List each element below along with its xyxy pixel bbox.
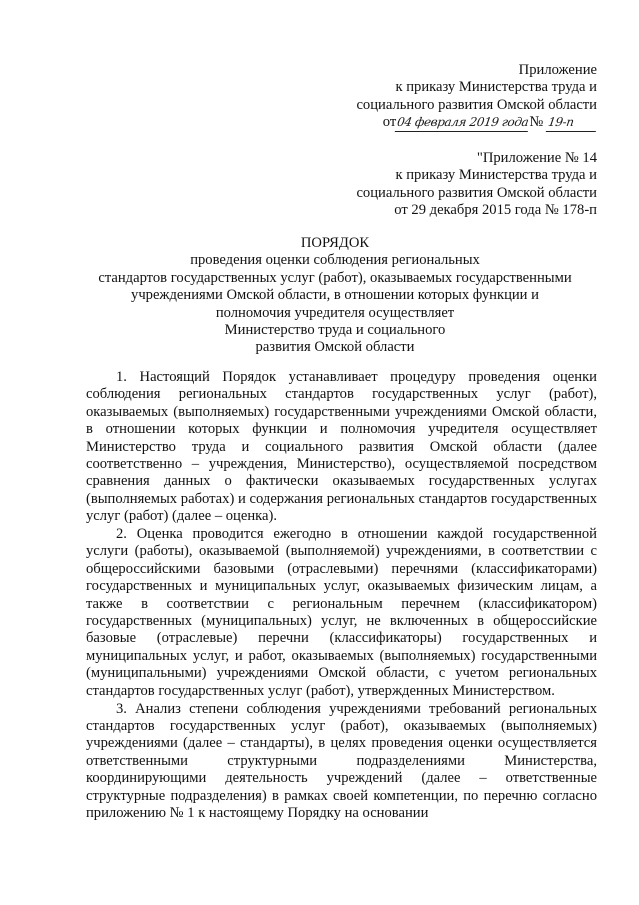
appendix-label: Приложение bbox=[518, 62, 597, 78]
number-prefix: № bbox=[529, 114, 544, 131]
amended-appendix-header bbox=[356, 150, 597, 220]
amended-ministry: социального развития Омской области bbox=[356, 184, 597, 201]
title-line: развития Омской области bbox=[255, 339, 415, 356]
paragraph-1: 1. Настоящий Порядок устанавливает процедуру проведения оценки соблюдения региональных стандартов государственных услуг (работ), оказываемых (выполняемых) государственными учреждениями Омской области, в отношении которых функции и полномочия учредителя осуществляет Министерство труда и социального развития Омской области (далее соответственно – учреждения, Министерство), осуществляемой посредством сравнения данных о фактически оказываемых государственных услугах (выполняемых работах) и содержания региональных стандартов государственных услуг (работ) (далее – оценка). bbox=[86, 369, 597, 525]
title-heading: ПОРЯДОК bbox=[300, 235, 370, 251]
handwritten-number: 19-п bbox=[546, 114, 599, 132]
paragraph-2: 2. Оценка проводится ежегодно в отношении каждой государственной услуги (работы), оказываемой (выполняемой) учреждениями, в соответствии с общероссийскими базовыми (отраслевыми) перечнями (классификаторами) государственных и муниципальных услуг, оказываемых физическим лицам, а также в соответствии с региональным перечнем (классификатором) государственных (муниципальных) услуг, не включенных в общероссийские базовые (отраслевые) перечни (классификаторы) государственных и муниципальных услуг, и работ, оказываемых (выполняемых) государственными (муниципальными) учреждениями Омской области, с учетом региональных стандартов государственных услуг (работ), утвержденных Министерством. bbox=[86, 526, 597, 699]
amended-order-ref: к приказу Министерства труда и bbox=[395, 167, 597, 184]
appendix-header bbox=[356, 62, 597, 133]
title-line: Министерство труда и социального bbox=[224, 322, 446, 339]
paragraph-3: 3. Анализ степени соблюдения учреждениями требований региональных стандартов государственных услуг (работ), оказываемых (выполняемых) учреждениями (далее – стандарты), в целях проведения оценки осуществляется ответственными структурными подразделениями Министерства, координирующими деятельность учреждений (далее – ответственные структурные подразделения) в рамках своей компетенции, по перечню согласно приложению № 1 к настоящему Порядку на основании bbox=[86, 700, 597, 821]
title-line: стандартов государственных услуг (работ), оказываемых государственными bbox=[98, 269, 572, 286]
title-line: учреждениями Омской области, в отношении которых функции и bbox=[131, 287, 539, 304]
title-line: полномочия учредителя осуществляет bbox=[215, 304, 455, 321]
handwritten-date: 04 февраля 2019 года bbox=[395, 114, 531, 132]
amended-appendix-label: "Приложение № 14 bbox=[476, 150, 597, 166]
date-prefix: от bbox=[382, 114, 397, 131]
appendix-ministry: социального развития Омской области bbox=[356, 96, 597, 113]
document-title bbox=[80, 235, 590, 357]
appendix-date-number bbox=[356, 114, 597, 132]
document-body bbox=[86, 369, 597, 822]
appendix-order-ref: к приказу Министерства труда и bbox=[395, 79, 597, 96]
amended-date-number: от 29 декабря 2015 года № 178-п bbox=[394, 202, 597, 219]
title-line: проведения оценки соблюдения региональных bbox=[190, 252, 480, 269]
